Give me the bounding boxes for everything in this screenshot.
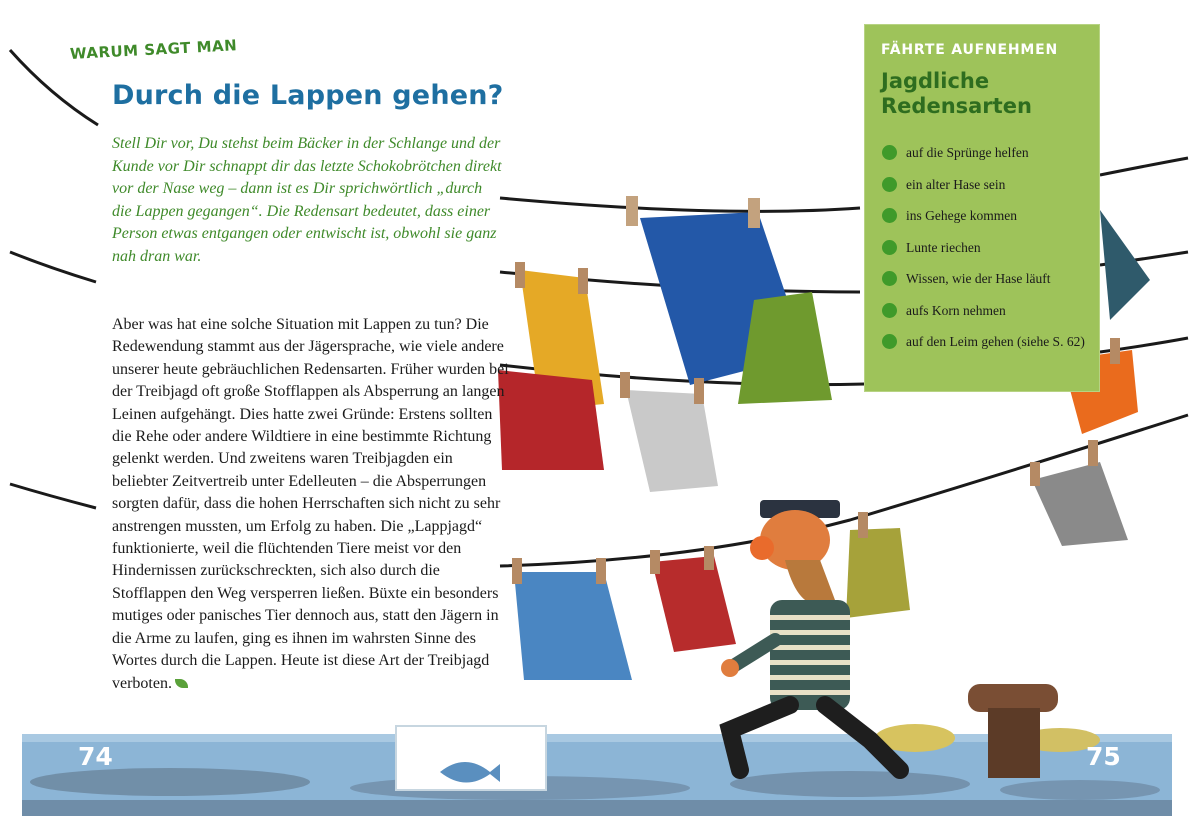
olive-cloth [846,528,910,618]
sidebar-kicker: FÄHRTE AUFNEHMEN [881,42,1058,58]
list-item: Lunte riechen [882,239,1092,257]
red-cloth [498,370,604,470]
page-number-right: 75 [1086,742,1121,771]
idiom-list [882,144,1092,365]
light-blue-cloth [514,572,632,680]
page-title: Durch die Lappen gehen? [112,80,504,111]
list-item: auf die Sprünge helfen [882,144,1092,162]
bullet-dot-icon [882,334,897,349]
grey-striped-cloth [1032,462,1128,546]
sidebar-box [864,24,1100,392]
bullet-dot-icon [882,145,897,160]
bullet-dot-icon [882,271,897,286]
check-cloth [626,390,718,492]
page-number-left: 74 [78,742,113,771]
list-item: ins Gehege kommen [882,207,1092,225]
list-item: aufs Korn nehmen [882,302,1092,320]
bullet-dot-icon [882,240,897,255]
dark-red-cloth [652,556,736,652]
intro-paragraph: Stell Dir vor, Du stehst beim Bäcker in der Schlange und der Kunde vor Dir schnappt dir das letzte Schokobrötchen direkt vor der Nase weg – dann ist es Dir sprichwörtlich „durch die Lappen gegangen“. Die Redensart bedeutet, dass einer Person etwas entgangen oder entwischt ist, obwohl sie ganz nah dran war. [112,135,502,265]
body-paragraph [112,314,510,695]
teal-cloth [1100,210,1150,320]
leaf-end-icon [175,679,188,688]
bullet-dot-icon [882,208,897,223]
list-item: Wissen, wie der Hase läuft [882,270,1092,288]
list-item: ein alter Hase sein [882,176,1092,194]
list-item: auf den Leim gehen (siehe S. 62) [882,333,1092,351]
bullet-dot-icon [882,177,897,192]
section-kicker: WARUM SAGT MAN [69,36,238,63]
bullet-dot-icon [882,303,897,318]
sidebar-title: Jagdliche Redensarten [881,69,1032,118]
body-text: Aber was hat eine solche Situation mit Lappen zu tun? Die Redewendung stammt aus der Jägersprache, wie viele andere unserer heute gebräuchlichen Redensarten. Früher wurden bei der Treibjagd oft große Stofflappen als Absperrung an langen Leinen aufgehängt. Dies hatte zwei Gründe: Erstens sollten die Rehe oder andere Wildtiere in eine bestimmte Richtung gelenkt werden. Und zweitens waren Treibjagden ein beliebter Zeitvertreib unter Edelleuten – die Absperrungen sorgten dafür, dass die hohen Herrschaften sich nicht zu sehr anstrengen mussten, um Erfolg zu haben. Die „Lappjagd“ funktionierte, weil die flüchtenden Tiere meist vor den Hindernissen zurückschreckten, sich also durch die Stofflappen den Weg versperren ließen. Büxte ein besonders mutiges oder panisches Tier dennoch aus, statt den Jägern in die Arme zu laufen, ging es ihnen im wahrsten Sinne des Wortes durch die Lappen. Heute ist diese Art der Treibjagd verboten. [112,316,509,692]
